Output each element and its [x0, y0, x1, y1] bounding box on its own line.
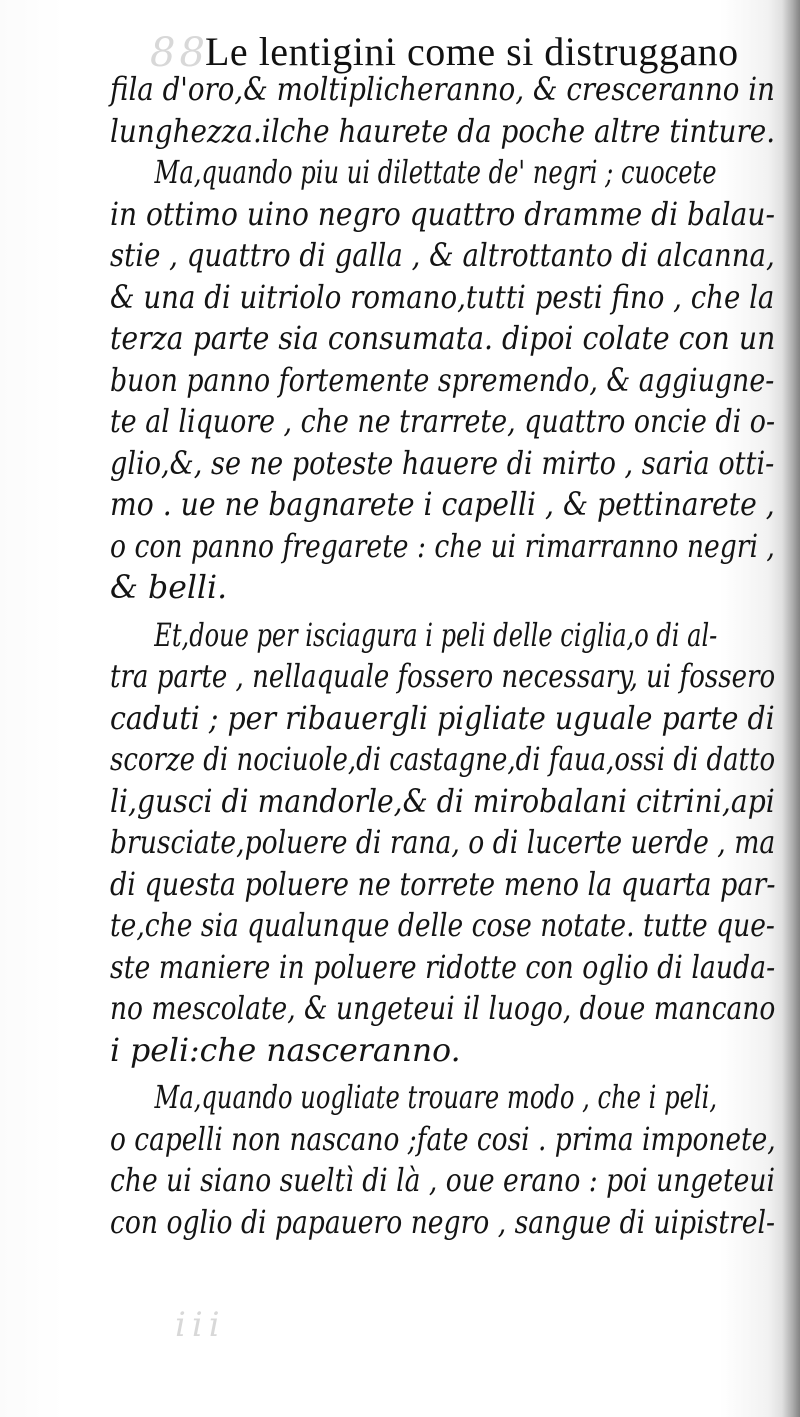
text-line: Ma,quando piu ui dilettate de' negri ; cuocete	[154, 155, 717, 191]
text-line: te al liquore , che ne trarrete, quattro oncie di o-	[110, 404, 776, 440]
text-line: glio,&, se ne poteste hauere di mirto , saria otti-	[110, 445, 775, 482]
text-line: terza parte sia consumata. dipoi colate con un	[110, 321, 776, 357]
text-line: ste maniere in poluere ridotte con oglio di lauda-	[110, 949, 776, 986]
text-line: tra parte , nellaquale fossero necessary, ui fossero	[110, 659, 776, 695]
text-line: caduti ; per ribauergli pigliate uguale parte di	[110, 700, 775, 737]
body-text	[110, 70, 775, 1244]
text-line: Et,doue per isciagura i peli delle ciglia,o di al-	[154, 617, 718, 654]
text-line: o con panno fregarete : che ui rimarranno negri ,	[110, 528, 775, 565]
text-line: in ottimo uino negro quattro dramme di balau-	[110, 196, 775, 233]
text-line: buon panno fortemente spremendo, & aggiugne-	[110, 362, 775, 399]
text-line: lunghezza.ilche haurete da poche altre tinture.	[110, 113, 776, 150]
text-line: brusciate,poluere di rana, o di lucerte uerde , ma	[110, 825, 776, 861]
text-line: li,gusci di mandorle,& di mirobalani citrini,api	[110, 783, 775, 820]
text-line: che ui siano sueltì di là , oue erano : poi ungeteui	[110, 1163, 775, 1199]
text-line: di questa poluere ne torrete meno la quarta par-	[110, 866, 776, 903]
text-line: scorze di nociuole,di castagne,di faua,ossi di datto	[110, 742, 776, 778]
page-gutter-shadow	[782, 0, 800, 1417]
text-line: & belli.	[110, 570, 228, 606]
show-through-page-number: 88	[150, 30, 209, 76]
text-line: & una di uitriolo romano,tutti pesti fino , che la	[110, 279, 775, 316]
text-line: stie , quattro di galla , & altrottanto di alcanna,	[110, 238, 775, 274]
text-line: te,che sia qualunque delle cose notate. tutte que-	[110, 908, 775, 944]
text-line: o capelli non nascano ;fate cosi . prima imponete,	[110, 1121, 776, 1158]
running-head: Le lentigini come si distruggano	[205, 29, 739, 74]
text-line: Ma,quando uogliate trouare modo , che i peli,	[154, 1080, 718, 1116]
text-line: no mescolate, & ungeteui il luogo, doue mancano	[110, 991, 776, 1027]
text-line: i peli:che nasceranno.	[110, 1032, 461, 1069]
text-line: con oglio di papauero negro , sangue di uipistrel-	[110, 1204, 775, 1241]
text-line: mo . ue ne bagnarete i capelli , & pettinarete ,	[110, 487, 775, 523]
show-through-signature: iii	[175, 1305, 226, 1345]
text-line: fila d'oro,& moltiplicheranno, & cresceranno in	[110, 72, 775, 108]
